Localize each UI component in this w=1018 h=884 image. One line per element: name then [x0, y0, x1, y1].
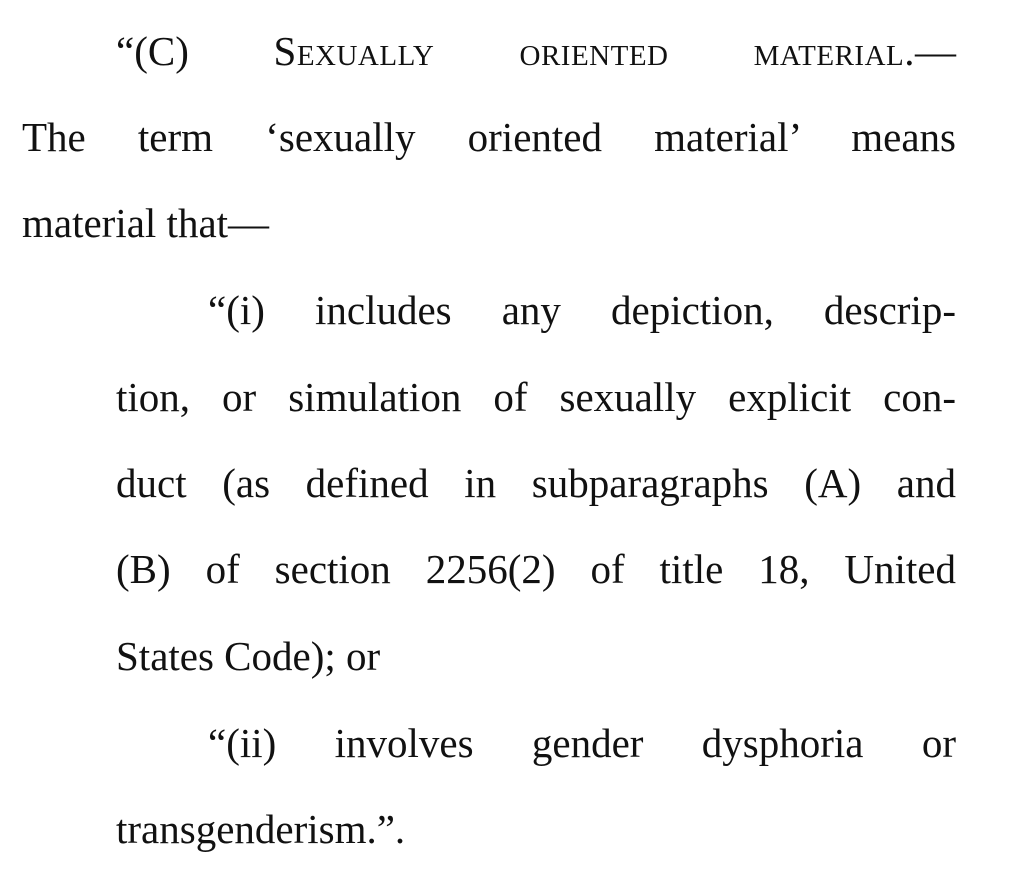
definition-line: The term ‘sexually oriented material’ means — [22, 114, 956, 160]
subparagraph-heading — [116, 28, 956, 74]
heading-prefix: “(C) — [116, 28, 274, 74]
clause-ii-line: “(ii) involves gender dysphoria or — [208, 720, 956, 766]
heading-dash: — — [915, 28, 957, 74]
clause-i-line: “(i) includes any depiction, descrip- — [208, 287, 956, 333]
heading-title: Sexually oriented material. — [273, 28, 916, 74]
clause-i-line: (B) of section 2256(2) of title 18, United — [116, 546, 956, 592]
definition-line: material that— — [22, 200, 270, 246]
clause-ii-line: transgenderism.”. — [116, 806, 406, 852]
clause-i-line: duct (as defined in subparagraphs (A) and — [116, 460, 956, 506]
clause-i-line: tion, or simulation of sexually explicit con- — [116, 374, 956, 420]
clause-i-line: States Code); or — [116, 633, 381, 679]
